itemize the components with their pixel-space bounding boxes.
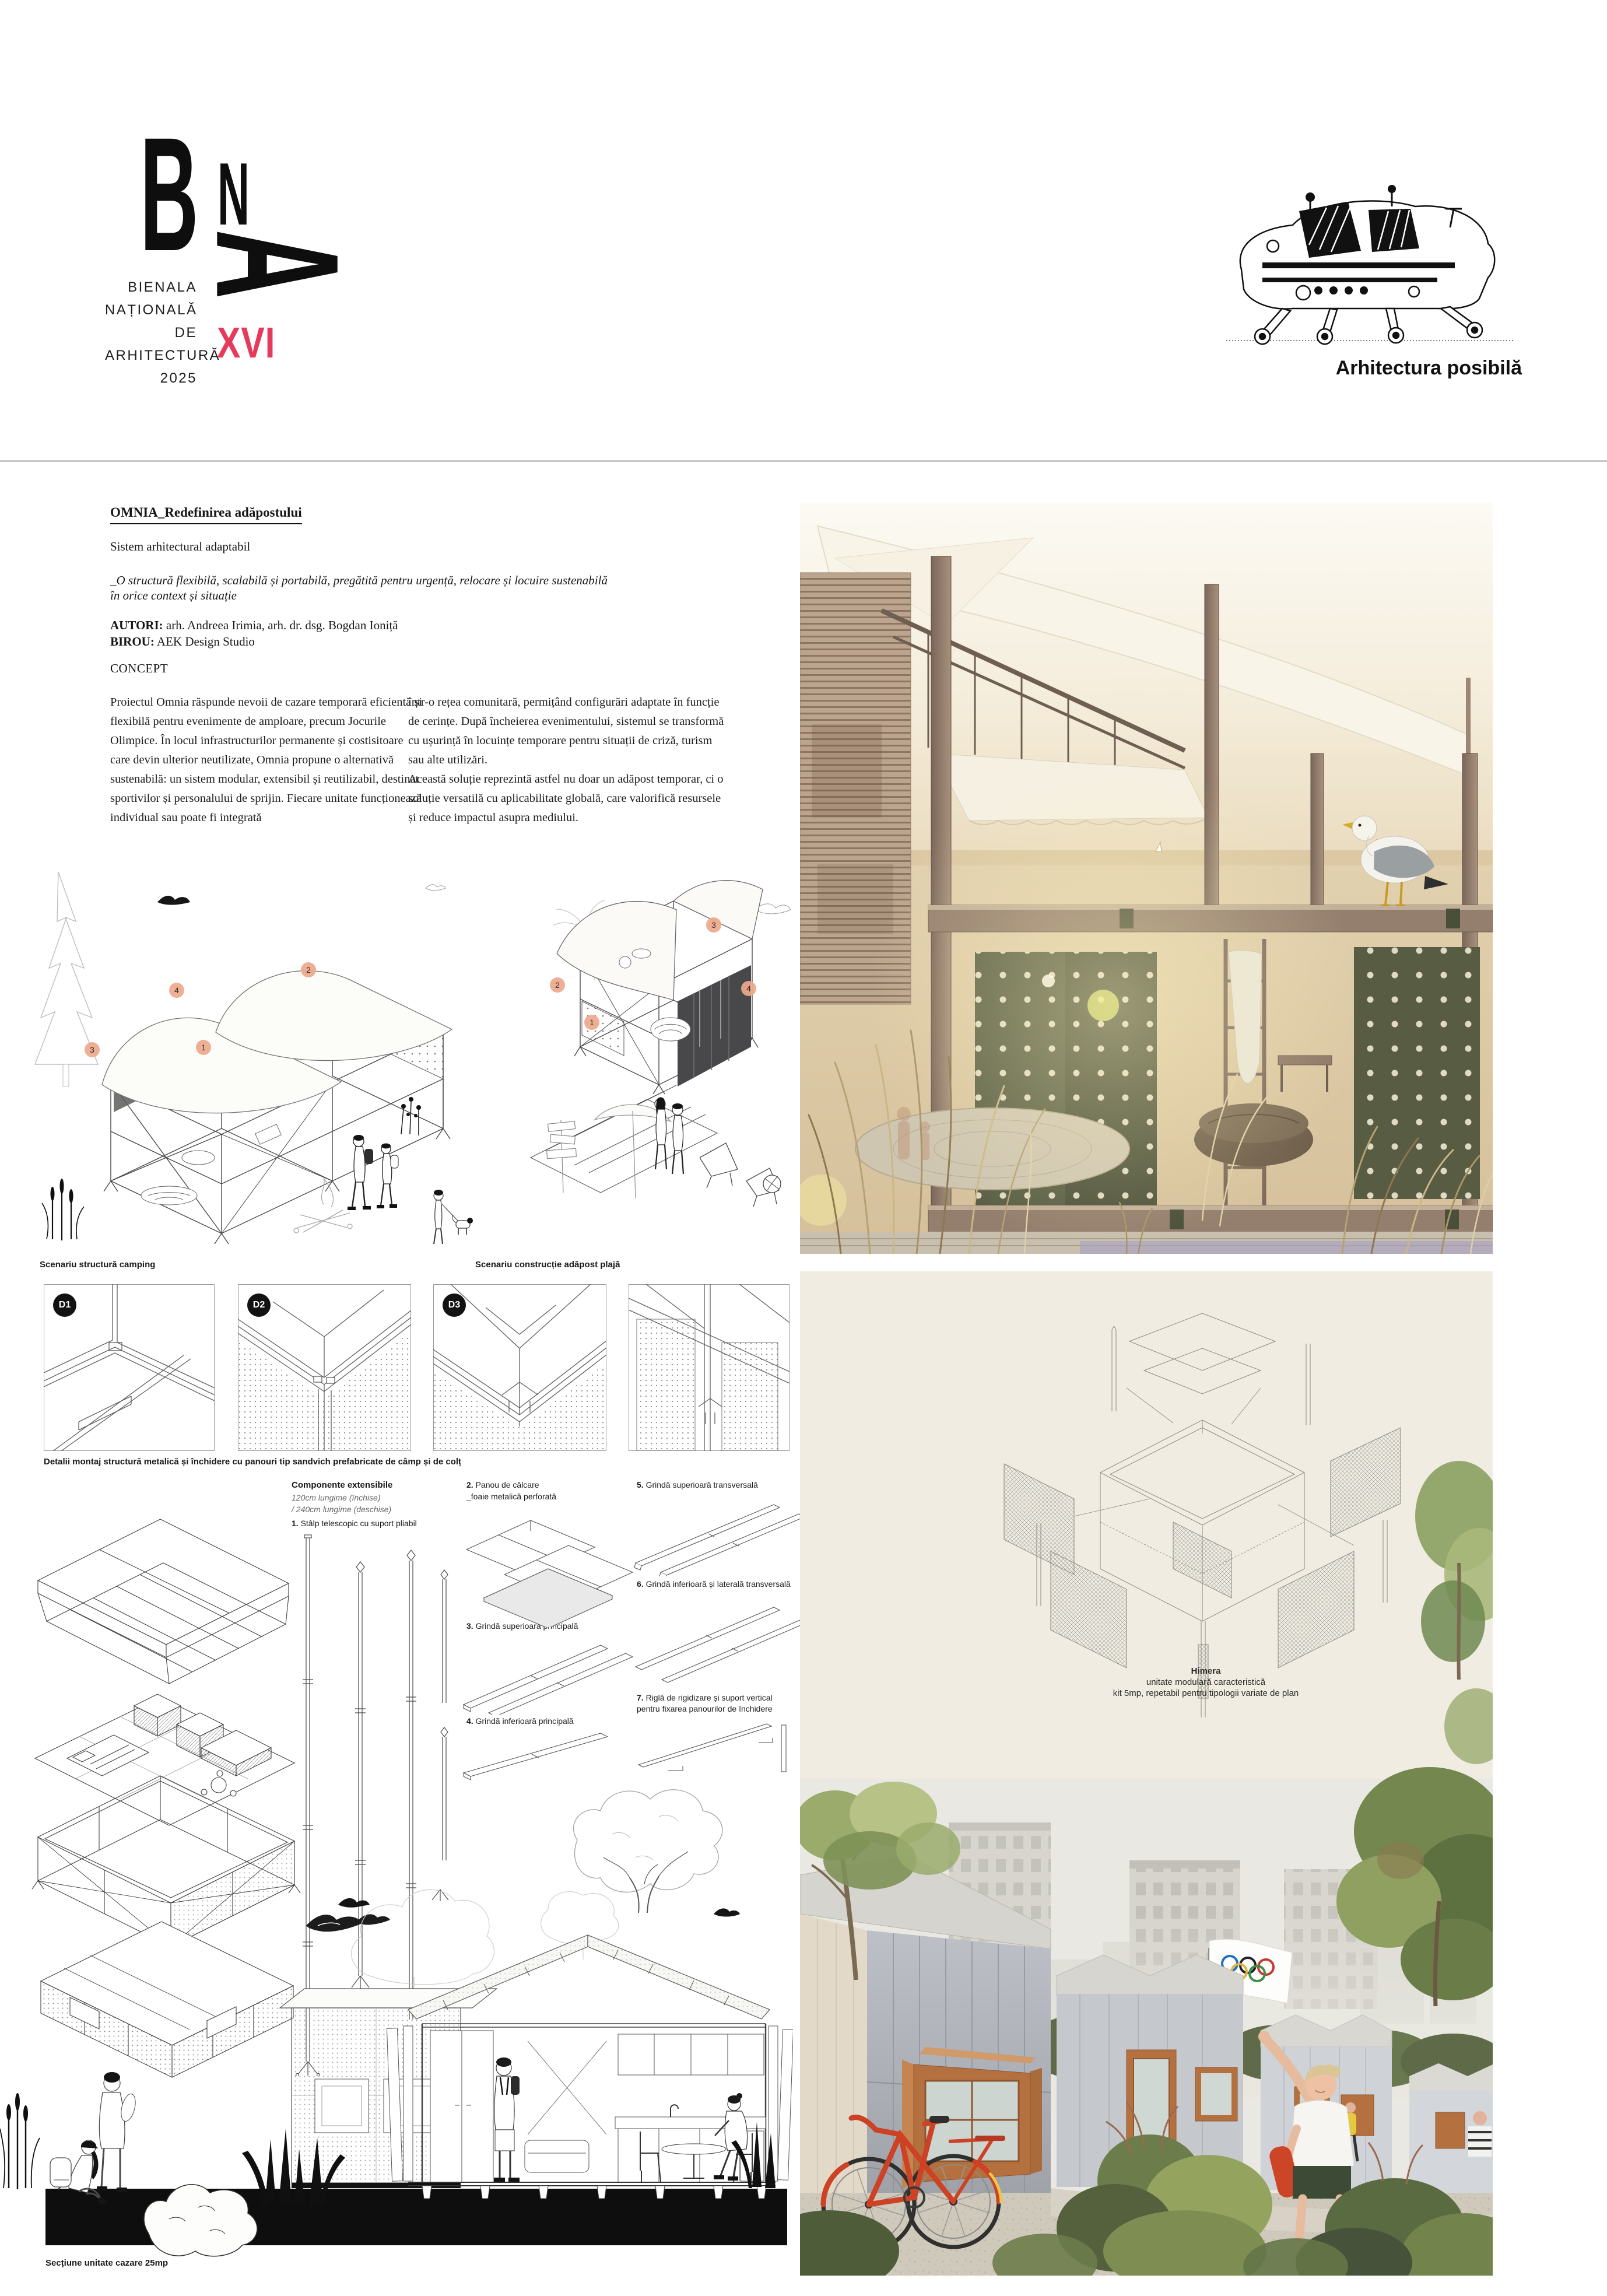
logo-line-3: DE [174,325,197,341]
component-item-2b: _foaie metalică perforată [466,1492,557,1501]
bird-icon [714,1908,740,1916]
himera-label [1031,1666,1381,1699]
pine-tree-sketch [35,872,98,1064]
hiker-couple-sketch [50,2072,138,2204]
detail-panel-4 [629,1284,790,1454]
header-divider [0,460,1607,462]
authors-line [110,618,398,633]
component-item-2: 2. Panou de călcare [466,1480,539,1489]
logo-line-4: ARHITECTURĂ [105,348,221,363]
himera-name: Himera [1191,1666,1221,1676]
beach-axonometric-drawing [525,854,793,1257]
upper-cross-beam-drawing [633,1498,808,1579]
detail-label-d3: D3 [443,1294,466,1317]
bird-outline-icon [426,885,445,891]
campfire-sketch [294,1178,352,1233]
project-subtitle: Sistem arhitectural adaptabil [110,539,251,553]
concept-column-2b: Această soluție reprezintă astfel nu doar un adăpost temporar, ci o soluție versatilă cu aplicabilitate globală, care valorifică resursele și reduce impactul asupra mediului. [408,773,724,824]
gull-outline-icon [755,904,791,914]
component-item-4: 4. Grindă inferioară principală [466,1716,574,1726]
himera-desc-1: unitate modulară caracteristică [1146,1677,1266,1687]
tread-panels-drawing [461,1513,636,1630]
component-item-7: 7. Riglă de rigidizare și suport vertical [637,1693,773,1702]
walking-figure [494,2057,520,2182]
statement-line-1: _O structură flexibilă, scalabilă și portabilă, pregătită pentru urgență, relocare și locuire sustenabilă [110,573,608,587]
person-with-dog-sketch [434,1190,473,1244]
sign-post-sketch [547,1120,577,1193]
logo-title [105,276,221,390]
callout-badge: 3 [85,1042,100,1057]
callout-badge: 3 [706,917,721,933]
callout-badge: 1 [196,1040,211,1055]
component-item-6: 6. Grindă inferioară și laterală transversală [637,1579,791,1589]
office-line [110,635,255,649]
authors-names: arh. Andreea Irimia, arh. dr. dsg. Bogdan Ioniță [163,618,398,632]
statement-line-2: în orice context și situație [110,588,237,602]
deck-chairs-sketch [700,1143,779,1207]
himera-render [800,1271,1493,2279]
component-item-7b: pentru fixarea panourilor de închidere [637,1704,773,1713]
lower-lateral-beam-drawing [633,1597,808,1687]
himera-desc-2: kit 5mp, repetabil pentru tipologii variate de plan [1113,1688,1299,1698]
camping-caption: Scenariu structură camping [40,1260,156,1270]
project-title: OMNIA_Redefinirea adăpostului [110,505,302,524]
callout-badge: 2 [550,977,565,993]
logo-line-2: NAȚIONALĂ [105,302,198,318]
bna-logo [105,103,385,410]
section-drawing [0,1884,793,2266]
component-item-5: 5. Grindă superioară transversală [637,1480,758,1489]
olympic-village-photo [800,1767,1493,2276]
camping-axonometric-drawing [23,854,525,1257]
beach-render [800,503,1493,1257]
office-name: AEK Design Studio [154,635,255,649]
upper-beam-drawing [461,1636,636,1717]
logo-letter-n: N [217,145,250,244]
components-heading: Componente extensibile [292,1480,393,1490]
callout-badge: 4 [741,981,756,996]
bird-icon [157,896,190,905]
biennale-tagline: Arhitectura posibilă [1335,357,1522,379]
components-dimensions-2: / 240cm lungime (deschise) [292,1505,392,1514]
hiker-figures [348,1135,398,1210]
walking-city-illustration [1222,175,1519,353]
beach-caption: Scenariu construcție adăpost plajă [475,1260,620,1270]
section-caption: Secțiune unitate cazare 25mp [45,2258,169,2268]
components-dimensions-1: 120cm lungime (închise) [292,1493,381,1502]
details-caption: Detalii montaj structură metalică și închidere cu panouri tip sandvich prefabricate de câmp și de colț [44,1457,462,1467]
concept-heading: CONCEPT [110,661,169,675]
detail-label-d1: D1 [53,1294,76,1317]
callout-badge: 1 [584,1015,599,1030]
office-label: BIROU: [110,635,155,649]
concept-column-2 [408,693,726,828]
beach-ball-sketch [763,1175,781,1193]
authors-label: AUTORI: [110,618,163,632]
concept-column-1: Proiectul Omnia răspunde nevoii de cazare temporară eficientă și flexibilă pentru evenimente de amploare, precum Jocurile Olimpice. În locul infrastructurilor permanente și costisitoare care devin ulterior neutilizate, Omnia propune o alternativă sustenabilă: un sistem modular, extensibil și reutilizabil, destinat sportivilor și personalului de sprijin. Fiecare unitate funcționează individual sau poate fi integrată [110,696,423,824]
logo-year: 2025 [160,370,197,386]
logo-edition-xvi: XVI [217,318,276,367]
concept-column-2a: într-o rețea comunitară, permițând configurări adaptate în funcție de cerințe. După încheierea evenimentului, sistemul se transformă cu ușurință în locuințe temporare pentru situații de criză, turism sau alte utilizări. [408,696,724,766]
unit-section [387,1935,793,2199]
logo-letter-a: A [180,229,376,299]
logo-line-1: BIENALA [128,279,197,295]
component-item-3: 3. Grindă superioară principală [466,1621,578,1631]
cattails-left [0,2093,40,2189]
cattails-sketch [42,1179,84,1240]
callout-badge: 2 [301,962,316,977]
callout-badge: 4 [169,983,184,998]
bird-icon [338,1898,370,1908]
machine-legs [1260,307,1476,338]
logo-letter-b: B [140,103,197,285]
detail-label-d2: D2 [247,1294,271,1317]
component-item-1: 1. Stâlp telescopic cu suport pliabil [292,1519,417,1528]
project-statement [110,573,608,603]
